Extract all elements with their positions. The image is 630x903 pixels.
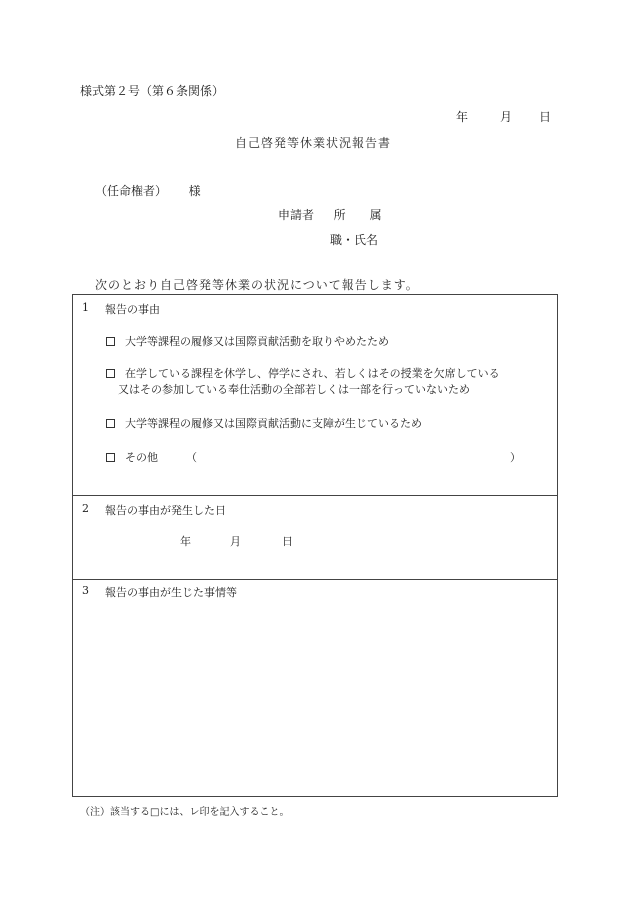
occurrence-day: 日 — [282, 535, 293, 548]
reason-option-1[interactable] — [106, 333, 389, 349]
addressee — [95, 182, 201, 199]
reason-option-other[interactable] — [106, 449, 158, 465]
form-number: 様式第２号（第６条関係） — [80, 84, 225, 98]
other-paren-open: （ — [186, 451, 197, 464]
checkbox-icon[interactable] — [106, 337, 115, 346]
occurrence-year: 年 — [180, 535, 191, 548]
addressee-label: （任命権者） — [95, 184, 168, 198]
section-3-number: 3 — [82, 584, 89, 597]
reason-option-3-text: 大学等課程の履修又は国際貢献活動に支障が生じているため — [125, 417, 422, 430]
section-2-label: 報告の事由が発生した日 — [105, 504, 226, 517]
header-date-year: 年 — [456, 110, 469, 124]
header-date-day: 日 — [539, 110, 552, 124]
reason-option-other-text: その他 — [125, 451, 158, 464]
checkbox-icon[interactable] — [106, 419, 115, 428]
reason-option-1-text: 大学等課程の履修又は国際貢献活動を取りやめたため — [125, 335, 389, 348]
applicant-label: 申請者 — [278, 208, 315, 222]
reason-option-2-text: 在学している課程を休学し、停学にされ、若しくはその授業を欠席している — [125, 367, 500, 380]
header-date-month: 月 — [500, 110, 513, 124]
section-1-number: 1 — [82, 301, 89, 314]
footnote: （注）該当する□には、レ印を記入すること。 — [80, 807, 290, 818]
document-title: 自己啓発等休業状況報告書 — [235, 136, 392, 150]
addressee-suffix: 様 — [188, 184, 201, 198]
reason-option-2-continuation: 又はその参加している奉仕活動の全部若しくは一部を行っていないため — [118, 383, 470, 396]
applicant-name-label: 職・氏名 — [330, 233, 379, 247]
section-date-box — [72, 496, 558, 580]
intro-text: 次のとおり自己啓発等休業の状況について報告します。 — [95, 278, 419, 292]
section-reason-box — [72, 294, 558, 496]
reason-option-2[interactable] — [106, 365, 500, 381]
checkbox-icon[interactable] — [106, 369, 115, 378]
applicant-affiliation: 所 属 — [333, 208, 382, 222]
section-3-label: 報告の事由が生じた事情等 — [105, 586, 237, 599]
other-paren-close: ） — [510, 451, 521, 464]
section-circumstances-box[interactable] — [72, 580, 558, 797]
occurrence-month: 月 — [230, 535, 241, 548]
reason-option-3[interactable] — [106, 415, 422, 431]
applicant-row — [278, 206, 382, 223]
section-2-number: 2 — [82, 502, 89, 515]
checkbox-icon[interactable] — [106, 453, 115, 462]
section-1-label: 報告の事由 — [105, 303, 160, 316]
